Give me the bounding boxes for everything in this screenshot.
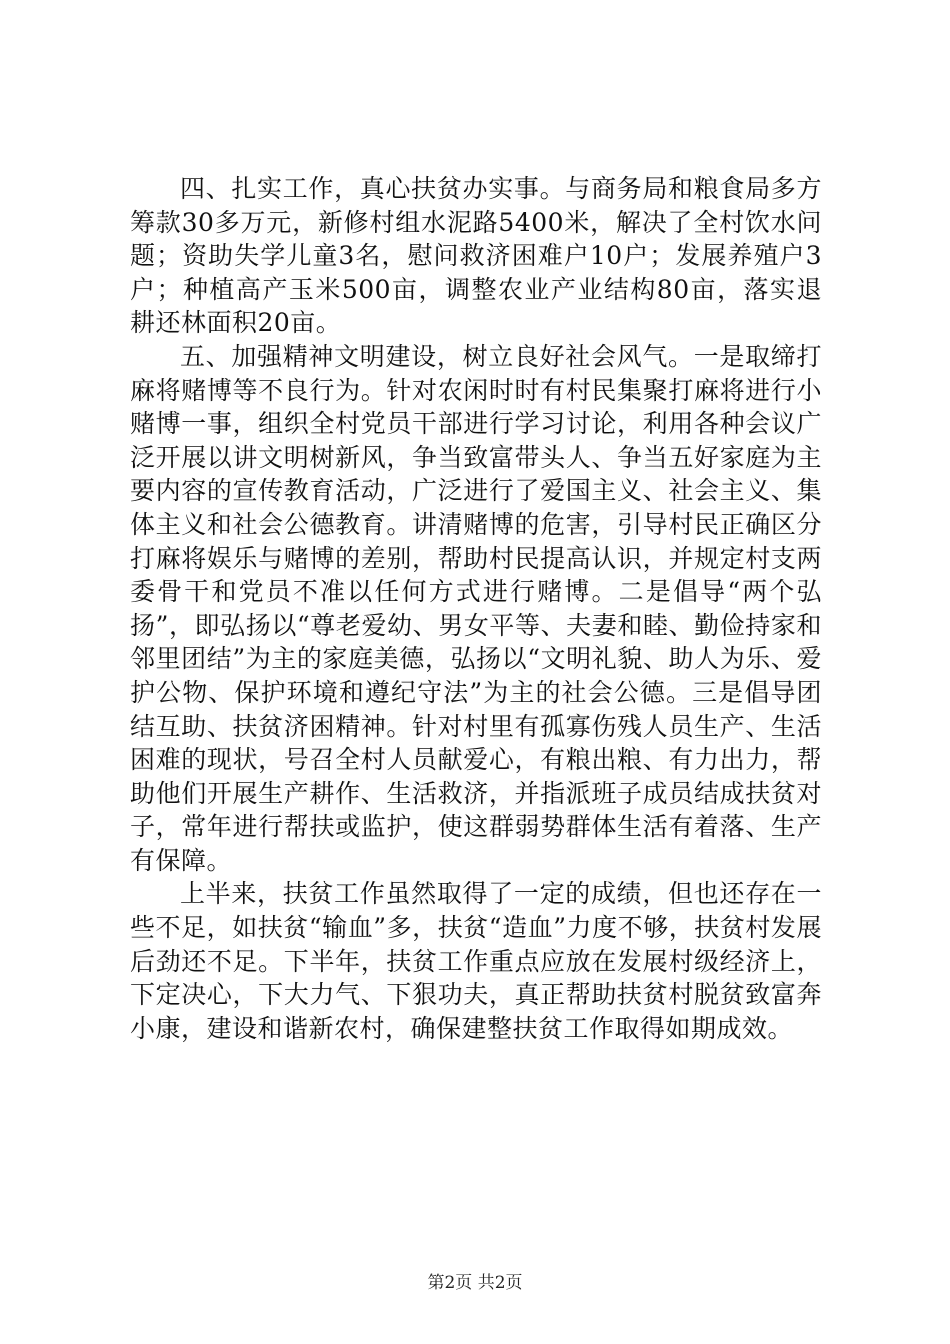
paragraph-summary: 上半来，扶贫工作虽然取得了一定的成绩，但也还存在一些不足，如扶贫“输血”多，扶贫“造血”力度不够，扶贫村发展后劲还不足。下半年，扶贫工作重点应放在发展村级经济上，下定决心，下大力气、下狠功夫，真正帮助扶贫村脱贫致富奔小康，建设和谐新农村，确保建整扶贫工作取得如期成效。 [130,879,822,1043]
paragraph-section-five: 五、加强精神文明建设，树立良好社会风气。一是取缔打麻将赌博等不良行为。针对农闲时时有村民集聚打麻将进行小赌博一事，组织全村党员干部进行学习讨论，利用各种会议广泛开展以讲文明树新风，争当致富带头人、争当五好家庭为主要内容的宣传教育活动，广泛进行了爱国主义、社会主义、集体主义和社会公德教育。讲清赌博的危害，引导村民正确区分打麻将娱乐与赌博的差别，帮助村民提高认识，并规定村支两委骨干和党员不准以任何方式进行赌博。二是倡导“两个弘扬”，即弘扬以“尊老爱幼、男女平等、夫妻和睦、勤俭持家和邻里团结”为主的家庭美德，弘扬以“文明礼貌、助人为乐、爱护公物、保护环境和遵纪守法”为主的社会公德。三是倡导团结互助、扶贫济困精神。针对村里有孤寡伤残人员生产、生活困难的现状，号召全村人员献爱心，有粮出粮、有力出力，帮助他们开展生产耕作、生活救济，并指派班子成员结成扶贫对子，常年进行帮扶或监护，使这群弱势群体生活有着落、生产有保障。 [130,341,822,875]
document-body [130,172,822,1045]
paragraph-section-four: 四、扎实工作，真心扶贫办实事。与商务局和粮食局多方筹款30多万元，新修村组水泥路5400米，解决了全村饮水问题；资助失学儿童3名，慰问救济困难户10户；发展养殖户3户；种植高产玉米500亩，调整农业产业结构80亩，落实退耕还林面积20亩。 [130,174,822,338]
page-number-footer: 第2页 共2页 [427,1273,523,1293]
